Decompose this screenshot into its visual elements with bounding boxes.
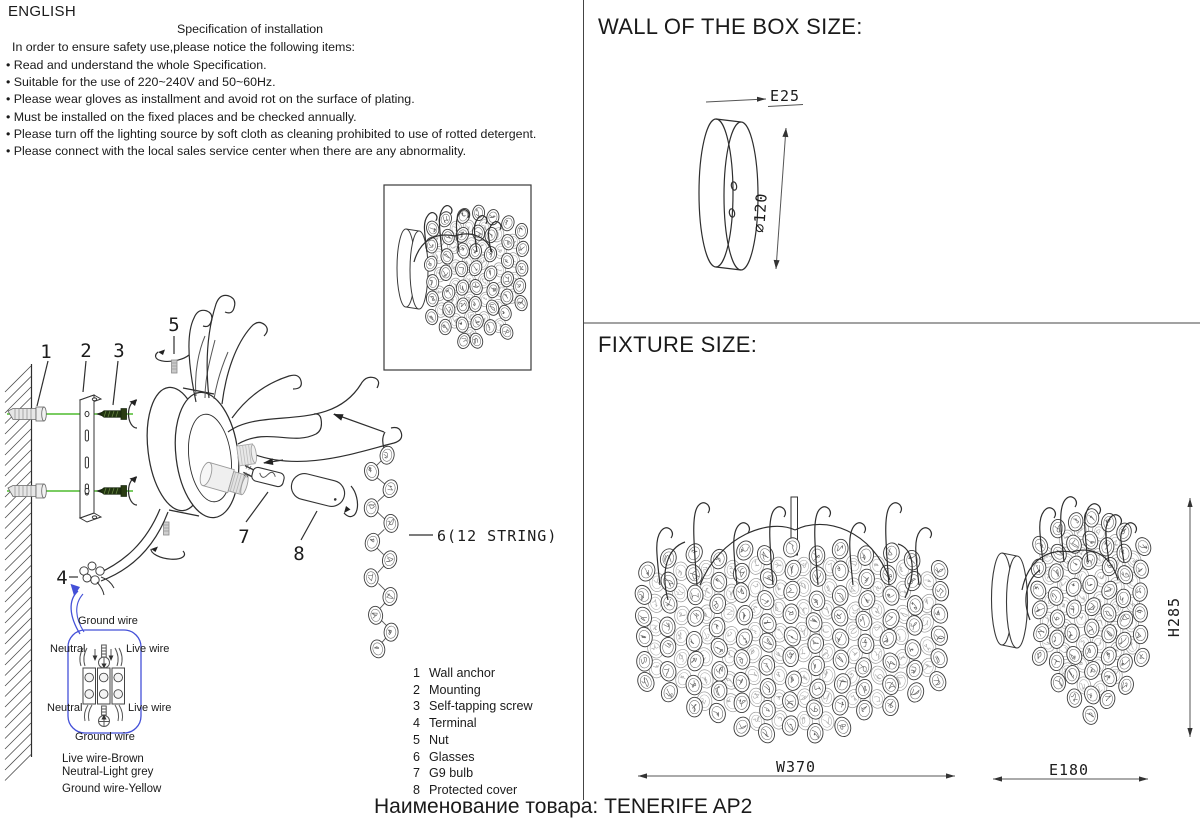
callout-1: 1	[40, 341, 52, 363]
neutral-label-top: Neutral	[50, 643, 86, 655]
spec-bullet: • Suitable for the use of 220~240V and 50~60Hz.	[6, 74, 536, 91]
rotate-arrow	[344, 486, 358, 517]
mains-wire	[97, 509, 168, 581]
svg-text:H285: H285	[1165, 596, 1183, 638]
parts-list-item: 5 Nut	[413, 732, 449, 747]
spec-bullet: • Must be installed on the fixed places and be checked annually.	[6, 109, 536, 126]
callout-8: 8	[293, 543, 305, 565]
callout-7: 7	[238, 526, 250, 548]
fixture-front-view	[632, 503, 951, 745]
ground-symbol-bottom	[99, 715, 110, 727]
parts-list-item: 8 Protected cover	[413, 782, 518, 797]
parts-list	[413, 665, 533, 799]
callout-2: 2	[80, 340, 92, 362]
ground-symbol-top	[99, 657, 110, 669]
parts-list-item: 1 Wall anchor	[413, 666, 496, 680]
side-view-wall-plate	[992, 553, 1028, 648]
callout-4: 4	[56, 567, 68, 589]
legend-ground: Ground wire-Yellow	[62, 783, 162, 795]
legend-live-wire: Live wire-Brown	[62, 753, 144, 765]
ground-wire-label-bottom: Ground wire	[75, 731, 135, 743]
terminal-block	[83, 668, 125, 704]
wall-box-section-title: WALL OF THE BOX SIZE:	[598, 14, 863, 39]
dimension-line-d120	[776, 128, 786, 269]
dimension-label-box-diameter: ∅120	[750, 191, 771, 234]
ground-wire-label-top: Ground wire	[78, 615, 138, 627]
svg-text:W370: W370	[775, 758, 817, 776]
crystal-string	[363, 445, 400, 659]
protected-cover	[289, 471, 348, 509]
fixture-base	[141, 384, 246, 521]
spec-bullet-list	[6, 57, 536, 160]
dimension-e180	[993, 761, 1148, 782]
parts-list-item: 4 Terminal	[413, 716, 477, 731]
parts-list-item: 6 Glasses	[413, 749, 475, 764]
product-name: Наименование товара: TENERIFE AP2	[374, 795, 753, 818]
mounting-hole	[731, 181, 738, 190]
parts-list-item: 7 G9 bulb	[413, 766, 474, 781]
spec-bullet: • Read and understand the whole Specification.	[6, 57, 536, 74]
spec-title: Specification of installation	[176, 22, 324, 36]
wall-hatching	[5, 366, 31, 781]
lead-wires	[196, 336, 228, 399]
parts-list-item: 3 Self-tapping screw	[413, 699, 533, 714]
language-label: ENGLISH	[8, 3, 76, 20]
spec-intro: In order to ensure safety use,please notice the following items:	[12, 40, 355, 54]
dimension-h285	[1165, 498, 1193, 737]
alignment-lines	[7, 414, 133, 491]
bottom-screw	[151, 522, 185, 559]
inset-wall-plate	[397, 229, 428, 309]
spec-bullet: • Please wear gloves as installment and avoid rot on the surface of plating.	[6, 91, 536, 108]
g9-bulb	[242, 464, 285, 488]
fixture-section-title: FIXTURE SIZE:	[598, 332, 758, 357]
parts-list-item: 2 Mounting	[413, 682, 481, 697]
svg-text:E180: E180	[1048, 761, 1090, 779]
dimension-w370	[638, 758, 955, 779]
callout-5: 5	[168, 314, 180, 336]
terminal-bundle	[80, 562, 114, 595]
callout-3: 3	[113, 340, 125, 362]
legend-neutral: Neutral-Light grey	[62, 766, 154, 778]
dimension-label-box-depth: E25	[770, 87, 801, 105]
fixture-side-view	[1022, 497, 1153, 726]
wall-box-drawing	[699, 87, 803, 270]
spec-bullet: • Please turn off the lighting source by soft cloth as cleaning prohibited to use of rotted detergent.	[6, 126, 536, 143]
live-wire-label-top: Live wire	[126, 643, 170, 655]
live-wire-label-bottom: Live wire	[128, 702, 172, 714]
string-count-label: 6(12 STRING)	[437, 527, 558, 545]
nut	[156, 350, 189, 374]
spec-bullet: • Please connect with the local sales service center when there are any abnormality.	[6, 143, 536, 160]
neutral-label-bottom: Neutral	[47, 702, 83, 714]
